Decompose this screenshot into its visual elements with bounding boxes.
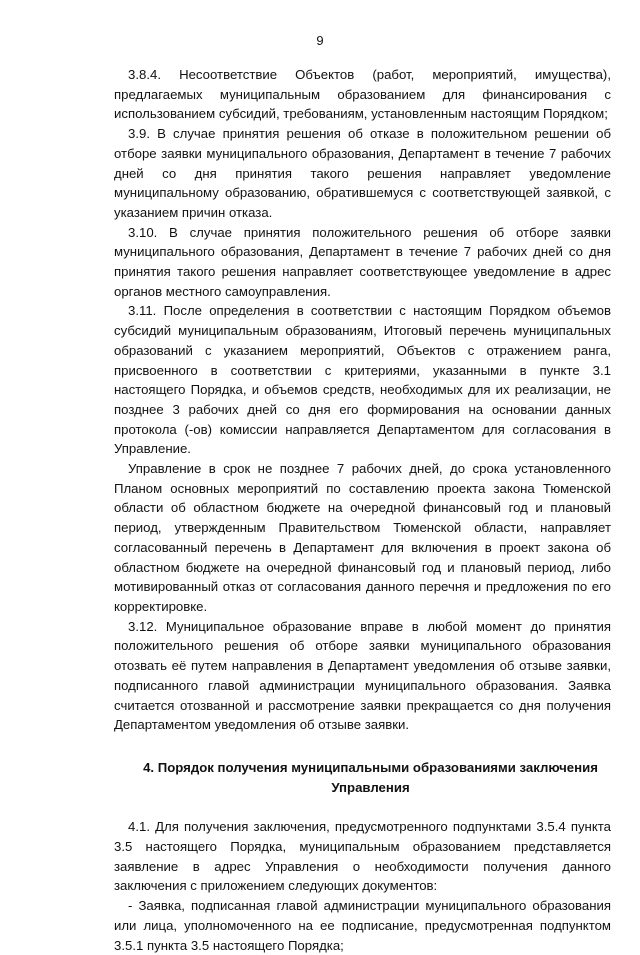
paragraph-3-10: 3.10. В случае принятия положительного решения об отборе заявки муниципального образования, Департамент в течение 7 рабочих дней со дня принятия такого решения направляет соответствующее уведомление в адрес органов местного самоуправления. <box>114 224 611 299</box>
paragraph-3-9: 3.9. В случае принятия решения об отказе в положительном решении об отборе заявки муниципального образования, Департамент в течение 7 рабочих дней со дня принятия такого решения направляет уведомление муниципальному образованию, обратившемуся с соответствующей заявкой, с указанием причин отказа. <box>114 126 611 220</box>
section-4-heading-line1: 4. Порядок получения муниципальными образованиями заключения <box>143 759 598 775</box>
page-number: 9 <box>316 33 324 48</box>
paragraph-3-12: 3.12. Муниципальное образование вправе в любой момент до принятия положительного решения об отборе заявки муниципального образования отозвать её путем направления в Департамент уведомления об отзыве заявки, подписанного главой администрации муниципального образования. Заявка считается отозванной и рассмотрение заявки прекращается со дня получения Департаментом уведомления об отзыве заявки. <box>114 618 611 733</box>
paragraph-4-1: 4.1. Для получения заключения, предусмотренного подпунктами 3.5.4 пункта 3.5 настоящего Порядка, муниципальным образованием представляется заявление в адрес Управления о необходимости получения данного заключения с приложением следующих документов: <box>114 819 611 894</box>
paragraph-management-approval: Управление в срок не позднее 7 рабочих дней, до срока установленного Планом основных мероприятий по составлению проекта закона Тюменской области об областном бюджете на очередной финансовый год и плановый период, утвержденным Правительством Тюменской области, направляет согласованный перечень в Департамент для включения в проект закона об областном бюджете на очередной финансовый год и плановый период, либо мотивированный отказ от согласования данного перечня и предложения по его корректировке. <box>114 461 611 614</box>
document-body <box>114 65 611 955</box>
section-4-heading-line2: Управления <box>331 779 410 795</box>
section-4-heading <box>114 758 611 797</box>
paragraph-list-item-application: - Заявка, подписанная главой администрации муниципального образования или лица, уполномоченного на ее подписание, предусмотренная подпунктом 3.5.1 пункта 3.5 настоящего Порядка; <box>114 898 611 953</box>
paragraph-3-11: 3.11. После определения в соответствии с настоящим Порядком объемов субсидий муниципальным образованиям, Итоговый перечень муниципальных образований с указанием мероприятий, Объектов с отражением ранга, присвоенного в соответствии с критериями, указанными в пункте 3.1 настоящего Порядка, и объемов средств, необходимых для их реализации, не позднее 3 рабочих дней со дня его формирования на основании данных протокола (-ов) комиссии направляется Департаментом для согласования в Управление. <box>114 303 611 457</box>
paragraph-3-8-4: 3.8.4. Несоответствие Объектов (работ, мероприятий, имущества), предлагаемых муниципальным образованием для финансирования с использованием субсидий, требованиям, установленным настоящим Порядком; <box>114 67 611 122</box>
